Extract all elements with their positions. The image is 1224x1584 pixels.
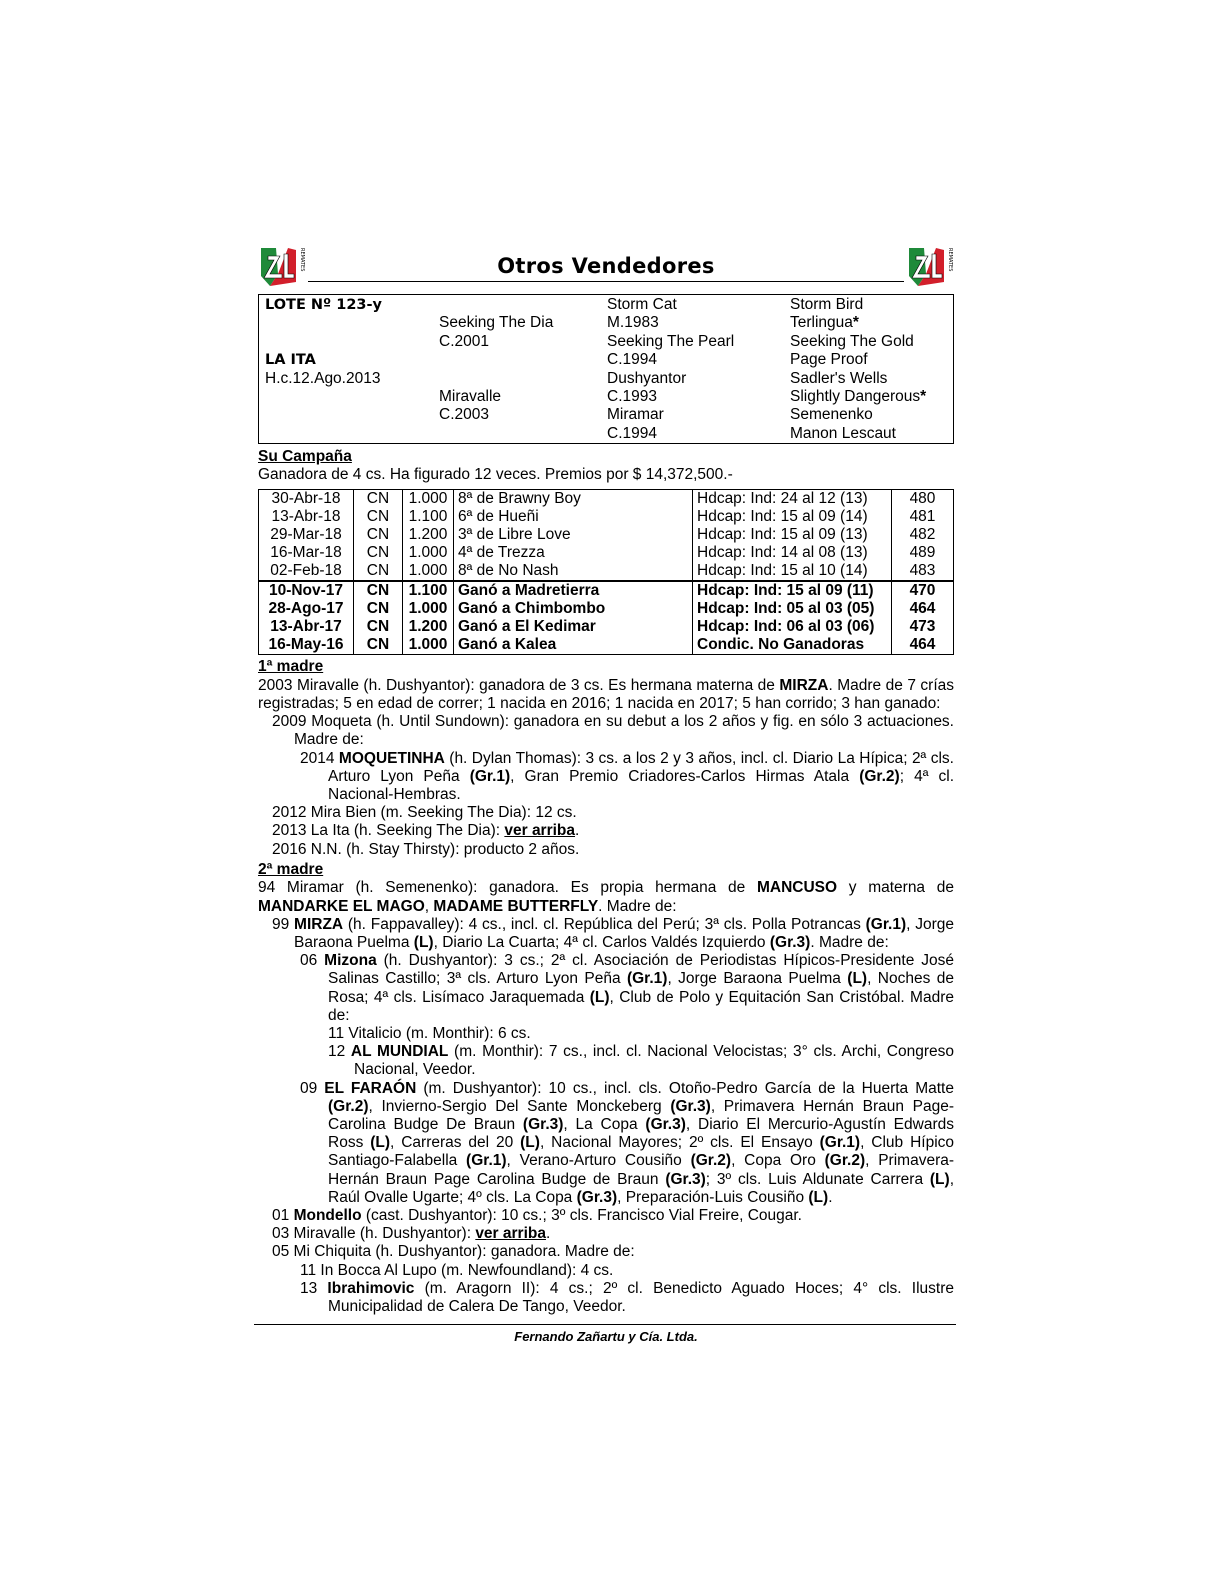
produce-mi-chiquita: 05 Mi Chiquita (h. Dushyantor): ganadora. Madre de: — [272, 1243, 635, 1261]
pedigree-parents-column — [439, 296, 605, 425]
produce-ibrahimovic: 13 Ibrahimovic (m. Aragorn II): 4 cs.; 2º cl. Benedicto Aguado Hoces; 4° cls. Ilustre Municipalidad de Calera De Tango, Veedor. — [300, 1279, 954, 1315]
grandsire-1-year: M.1983 — [607, 314, 659, 332]
race-track: CN — [354, 562, 403, 581]
see-above-link[interactable]: ver arriba — [504, 822, 576, 840]
race-cond: Hdcap: Ind: 24 al 12 (13) — [693, 490, 892, 508]
race-track: CN — [354, 490, 403, 508]
race-dist: 1.200 — [403, 618, 454, 636]
race-weight: 480 — [909, 489, 936, 507]
race-dist: 1.000 — [403, 600, 454, 618]
page-title: Otros Vendedores — [497, 254, 715, 278]
produce-vitalicio: 11 Vitalicio (m. Monthir): 6 cs. — [328, 1024, 531, 1042]
race-track: CN — [354, 581, 403, 600]
race-track: CN — [354, 636, 403, 654]
race-dist: 1.200 — [403, 526, 454, 544]
race-track: CN — [354, 508, 403, 526]
grandsire-2-year: C.1993 — [607, 387, 657, 405]
star-mark: * — [920, 387, 927, 405]
pedigree-grandparents-column — [607, 296, 787, 443]
race-cond: Hdcap: Ind: 15 al 09 (13) — [693, 526, 892, 544]
race-row — [259, 526, 953, 544]
produce-miravalle: 03 Miravalle (h. Dushyantor): ver arriba. — [272, 1225, 551, 1243]
footer-divider — [254, 1324, 956, 1325]
race-dist: 1.100 — [403, 508, 454, 526]
race-row — [259, 544, 953, 562]
produce-nn: 2016 N.N. (h. Stay Thirsty): producto 2 años. — [272, 840, 580, 858]
page-header — [258, 244, 954, 290]
produce-el-faraon: 09 EL FARAÓN (m. Dushyantor): 10 cs., incl. cls. Otoño-Pedro García de la Huerta Matte (Gr.2), Invierno-Sergio Del Sante Monckeberg (Gr.3), Primavera Hernán Braun Page-Carolina Budge De Braun (Gr.3), La Copa (Gr.3), Diario El Mercurio-Agustín Edwards Ross (L), Carreras del 20 (L), Nacional Mayores; 2º cls. El Ensayo (Gr.1), Club Hípico Santiago-Falabella (Gr.1), Verano-Arturo Cousiño (Gr.2), Copa Oro (Gr.2), Primavera-Hernán Braun Page Carolina Budge de Braun (Gr.3); 3º cls. Luis Aldunate Carrera (L), Raúl Ovalle Ugarte; 4º cls. La Copa (Gr.3), Preparación-Luis Cousiño (L). — [300, 1079, 955, 1206]
win-row — [259, 581, 953, 600]
granddam-2: Miramar — [607, 406, 664, 424]
produce-mira-bien: 2012 Mira Bien (m. Seeking The Dia): 12 cs. — [272, 804, 577, 822]
great-grandparent: Storm Bird — [790, 296, 864, 313]
logo-vertical-text-right: REMATES — [947, 248, 953, 272]
campaign-heading: Su Campaña — [258, 448, 352, 465]
granddam-1: Seeking The Pearl — [607, 332, 735, 350]
sire-year: C.2001 — [439, 332, 489, 350]
dam-year: C.2003 — [439, 406, 489, 424]
great-grandparent: Slightly Dangerous* — [790, 387, 927, 405]
race-date: 29-Mar-18 — [259, 526, 354, 544]
race-result: 8ª de Brawny Boy — [454, 490, 693, 508]
second-dam-intro: 94 Miramar (h. Semenenko): ganadora. Es propia hermana de MANCUSO y materna de MANDARKE EL MAGO, MADAME BUTTERFLY. Madre de: — [258, 879, 954, 915]
win-row — [259, 636, 953, 654]
race-weight: 473 — [909, 618, 936, 636]
race-date: 16-May-16 — [259, 636, 354, 654]
race-weight: 464 — [909, 636, 936, 654]
race-result: 6ª de Hueñi — [454, 508, 693, 526]
race-result: Ganó a Madretierra — [454, 581, 693, 600]
race-dist: 1.000 — [403, 544, 454, 562]
race-date: 16-Mar-18 — [259, 544, 354, 562]
great-grandparent: Sadler's Wells — [790, 369, 888, 387]
race-track: CN — [354, 544, 403, 562]
produce-moquetinha: 2014 MOQUETINHA (h. Dylan Thomas): 3 cs. a los 2 y 3 años, incl. cl. Diario La Hípica; 2ª cls. Arturo Lyon Peña (Gr.1), Gran Premio Criadores-Carlos Hirmas Atala (Gr.2); 4ª cl. Nacional-Hembras. — [300, 749, 955, 804]
race-date: 30-Abr-18 — [259, 490, 354, 508]
race-weight: 483 — [909, 561, 936, 579]
race-dist: 1.000 — [403, 490, 454, 508]
race-cond: Hdcap: Ind: 06 al 03 (06) — [693, 618, 892, 636]
race-track: CN — [354, 600, 403, 618]
grandsire-1: Storm Cat — [607, 296, 677, 313]
granddam-1-year: C.1994 — [607, 351, 657, 369]
win-row — [259, 618, 953, 636]
race-date: 10-Nov-17 — [259, 581, 354, 600]
race-date: 28-Ago-17 — [259, 600, 354, 618]
great-grandparent: Seeking The Gold — [790, 332, 914, 350]
second-dam-heading: 2ª madre — [258, 860, 324, 878]
great-grandparent: Page Proof — [790, 351, 868, 369]
race-result: Ganó a Chimbombo — [454, 600, 693, 618]
produce-mondello: 01 Mondello (cast. Dushyantor): 10 cs.; 3º cls. Francisco Vial Freire, Cougar. — [272, 1206, 802, 1224]
logo-vertical-text: REMATES — [299, 248, 305, 272]
race-weight: 489 — [909, 543, 936, 561]
see-above-link[interactable]: ver arriba — [475, 1225, 546, 1243]
race-row — [259, 508, 953, 526]
horse-name: LA ITA — [265, 352, 316, 369]
produce-mirza: 99 MIRZA (h. Fappavalley): 4 cs., incl. cl. República del Perú; 3ª cls. Polla Potrancas (Gr.1), Jorge Baraona Puelma (L), Diario La Cuarta; 4ª cl. Carlos Valdés Izquierdo (Gr.3). Madre de: — [272, 915, 954, 951]
race-cond: Condic. No Ganadoras — [693, 636, 892, 654]
great-grandparent: Terlingua* — [790, 314, 859, 332]
race-cond: Hdcap: Ind: 15 al 09 (14) — [693, 508, 892, 526]
race-weight: 482 — [909, 525, 936, 543]
race-result: 3ª de Libre Love — [454, 526, 693, 544]
grandsire-2: Dushyantor — [607, 369, 687, 387]
lot-number: LOTE Nº 123-y — [265, 297, 382, 313]
race-dist: 1.000 — [403, 562, 454, 581]
horse-description: H.c.12.Ago.2013 — [265, 369, 381, 387]
race-weight: 464 — [909, 600, 936, 618]
star-mark: * — [852, 314, 859, 332]
race-track: CN — [354, 526, 403, 544]
race-cond: Hdcap: Ind: 15 al 10 (14) — [693, 562, 892, 581]
produce-in-bocca-al-lupo: 11 In Bocca Al Lupo (m. Newfoundland): 4 cs. — [300, 1261, 614, 1279]
race-track: CN — [354, 618, 403, 636]
race-date: 02-Feb-18 — [259, 562, 354, 581]
produce-mizona: 06 Mizona (h. Dushyantor): 3 cs.; 2ª cl. Asociación de Periodistas Hípicos-Presidente José Salinas Castillo; 3ª cls. Arturo Lyon Peña (Gr.1), Jorge Baraona Puelma (L), Noches de Rosa; 4ª cls. Lisímaco Jaraquemada (L), Club de Polo y Equitación San Cristóbal. Madre de: — [300, 952, 954, 1024]
race-weight: 470 — [892, 581, 954, 600]
race-dist: 1.100 — [403, 581, 454, 600]
dam-name: Miravalle — [439, 387, 502, 405]
produce-moqueta: 2009 Moqueta (h. Until Sundown): ganadora en su debut a los 2 años y fig. en sólo 3 actuaciones. Madre de: — [272, 713, 954, 749]
document-page — [258, 244, 954, 1344]
race-date: 13-Abr-17 — [259, 618, 354, 636]
race-weight: 481 — [909, 507, 936, 525]
produce-al-mundial: 12 AL MUNDIAL (m. Monthir): 7 cs., incl. cl. Nacional Velocistas; 3° cls. Archi, Congreso Nacional, Veedor. — [328, 1043, 954, 1079]
race-cond: Hdcap: Ind: 14 al 08 (13) — [693, 544, 892, 562]
great-grandparent: Manon Lescaut — [790, 424, 896, 442]
great-grandparent: Semenenko — [790, 406, 873, 424]
race-result: Ganó a Kalea — [454, 636, 693, 654]
race-cond: Hdcap: Ind: 15 al 09 (11) — [693, 581, 892, 600]
sire-name: Seeking The Dia — [439, 314, 554, 332]
first-dam-heading: 1ª madre — [258, 658, 324, 676]
races-table — [258, 489, 954, 656]
header-divider — [308, 281, 904, 282]
granddam-2-year: C.1994 — [607, 424, 657, 442]
race-row — [259, 490, 953, 508]
zl-logo-icon-right — [906, 244, 954, 290]
race-dist: 1.000 — [403, 636, 454, 654]
produce-la-ita: 2013 La Ita (h. Seeking The Dia): ver arriba. — [272, 822, 580, 840]
footer-company: Fernando Zañartu y Cía. Ltda. — [514, 1329, 698, 1345]
race-result: 4ª de Trezza — [454, 544, 693, 562]
pedigree-box — [258, 294, 954, 444]
win-row — [259, 600, 953, 618]
pedigree-horse-column — [265, 296, 435, 388]
first-dam-intro: 2003 Miravalle (h. Dushyantor): ganadora de 3 cs. Es hermana materna de MIRZA. Madre de 7 crías registradas; 5 en edad de correr; 1 nacida en 2016; 1 nacida en 2017; 5 han corrido; 3 han ganado: — [258, 676, 955, 713]
pedigree-great-grandparents-column — [790, 296, 950, 443]
race-date: 13-Abr-18 — [259, 508, 354, 526]
race-row — [259, 562, 953, 581]
race-cond: Hdcap: Ind: 05 al 03 (05) — [693, 600, 892, 618]
campaign-summary: Ganadora de 4 cs. Ha figurado 12 veces. Premios por $ 14,372,500.- — [258, 466, 733, 484]
race-result: 8ª de No Nash — [454, 562, 693, 581]
race-result: Ganó a El Kedimar — [454, 618, 693, 636]
